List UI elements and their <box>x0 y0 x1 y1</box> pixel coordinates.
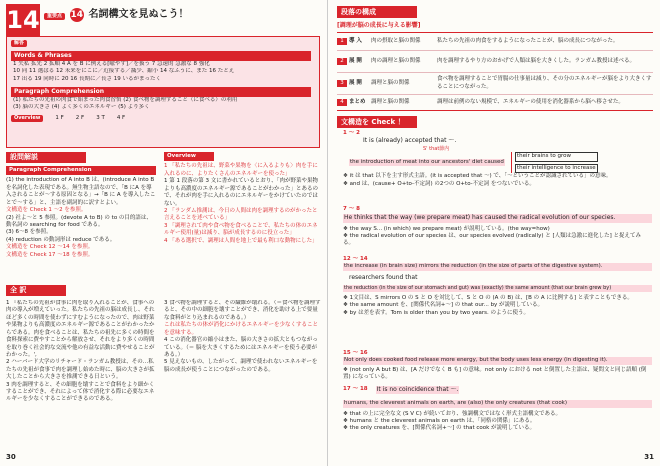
sentence-line: It is no coincidence that ～. <box>376 386 459 393</box>
translation-title: 全 訳 <box>6 285 66 296</box>
ov-item: 4 「ある選択で、調理は人間を地上で最も利口な動物にした」 <box>164 237 318 244</box>
header-small-label: 重要点 <box>44 13 65 20</box>
sentence-range: 7 ～ 8 <box>343 206 360 212</box>
sentence-block-4 <box>343 350 652 382</box>
row-label: 展 開 <box>349 57 362 64</box>
check-title-text: 文構造を Check <box>341 118 396 126</box>
pc-item: 文構造を Check 12 ～14 を参照。 <box>6 244 94 251</box>
sentence-note: ❖ it は that 以下を主す形式主語。(it is accepted that ～) で、「～ということが認識されている」の意味。 <box>343 173 612 180</box>
unit-number-badge: 14 <box>6 6 40 34</box>
pc-item: (2) 社よ～と 5 参照。(devote A to B) の to の目的語は、動名詞の searching for food である。 <box>6 214 152 228</box>
caused-object-1: their brains to grow <box>515 152 598 161</box>
sentence-block-5 <box>343 386 652 450</box>
row-num: 3 <box>337 80 347 87</box>
paragraph-title: Paragraph Comprehension <box>11 87 311 97</box>
row-text: 調理は前例のない規模で、エネルギーの使用を消化器系から脳へ移させた。 <box>437 98 624 105</box>
pc-item: 文構造を Check 17 ～18 を参照。 <box>6 251 94 258</box>
answer-tag: 解答 <box>11 40 27 47</box>
ov-item: 3 「調理されて肉や食べ物を食べることで、私たちの体のエネルギー使用(量)は減り、脳が成長するのに役立った」 <box>164 222 318 237</box>
translation-paragraph: 1 『私たちの先祖が食事に肉を取り入れることが、食事への肉の導入が増えていった。私たちの先祖の脳は成長し、それほど多くの時間を使わずにすむようになったので、肉は野菜や果物よりも高濃度のエネルギー源であることがわかったからである。肉を食べることは、私たちの祖先に多くの時間を食料探索に費やすことから解放させ、それをより多くの時間を取り巻く社会的な交流や他の有益な活動に費やせることがわかった。', <box>6 300 155 358</box>
words-row: 1 失私 拡先 2 拡順 4 A を B に例える[喩やす]／を扱う 7 急速的 急激な 8 強化 <box>13 61 210 67</box>
row-label: 導 入 <box>349 37 362 44</box>
words-title: Words & Phrases <box>11 51 311 61</box>
row-num: 1 <box>337 38 347 45</box>
words-list <box>13 61 313 83</box>
page-number-left: 30 <box>6 452 16 461</box>
translation-paragraph: 2 ハーバード大学のリチャード・ランガム教授は、その…私たちの先祖が食事で肉を調理し始めた時に、脳の大きさが拡大したことから大きさを推測できる日という。 <box>6 359 155 381</box>
sentence-line: the increase (in brain size) mirrors the reduction (in the size of parts of the digestive system). <box>343 263 652 270</box>
overview-item: 1 F <box>55 115 64 121</box>
page-number-right: 31 <box>644 452 654 461</box>
translation-paragraph: 3 肉を調理すると、その細胞を壊すことで食料をより細かくすることができ、それによって体で消化する際に必要なエネルギーを少なくすることができるのである。 <box>6 381 155 403</box>
pc-title: Paragraph Comprehension <box>6 166 156 175</box>
translation-paragraph: 4 この消化器官の縮小はまた、脳の大きさの拡大ともつながっている。（＝ 脳を大きくするためにはエネルギーを使う必要がある。） <box>164 337 318 358</box>
sentence-note: ❖ 1文目は、S mirrors O の S と O を対比して、S と O の (A の B) は、[B の A に比例する] と表すこともできる。 <box>343 294 633 301</box>
sentence-mark: S' that節内 <box>423 145 450 152</box>
sentence-note: ❖ by は差を表す。Tom is older than you by two years. のように使う。 <box>343 309 530 316</box>
pc-column <box>6 166 156 259</box>
sentence-note: ❖ the only creatures を、[関係代名詞+～] の that cook が説明している。 <box>343 425 536 432</box>
ov-item: 2 「ランダム推測は、今日の人間は肉を調理するのがかったと言えることを述べている」 <box>164 207 318 222</box>
sentence-line: He thinks that the way (we prepare meat) has caused the radical evolution of our species. <box>343 214 652 222</box>
check-title <box>337 116 417 128</box>
translation-paragraph: 3 食べ物を調理すると、その繊維が壊れる。（＝食べ物を調理すると、その中の細胞を壊すことができ、消化を助ける上で要量な食料がとり込まれるのである。） <box>164 300 321 321</box>
structure-row <box>337 51 653 73</box>
sentence-line: humans, the cleverest animals on earth, are (also) the only creatures (that cook) <box>343 400 652 407</box>
sentence-line: researchers found that <box>349 273 418 281</box>
left-page <box>0 0 328 466</box>
overview-item: 2 F <box>75 115 85 121</box>
sentence-note: ❖ humans と the cleverest animals on earth は、「同格の関係」にある。 <box>343 417 536 424</box>
sentence-line: the reduction (in the size of our stomach and gut) was (exactly) the same amount (that our brain grew by) <box>343 285 652 292</box>
structure-row <box>337 33 653 51</box>
right-page <box>331 0 660 466</box>
overview-label: Overview <box>11 115 43 122</box>
sentence-note: ❖ the same amount を、[関係代名詞+～] の that our... by が説明している。 <box>343 302 544 309</box>
sentence-line: Not only does cooked food release more energy, but the body uses less energy (in digesting it). <box>343 357 652 364</box>
ov-item: 1 「私たちの先祖は、野菜や果物を〈に入るよりも〉肉を手に入れるのに、よりたくさんのエネルギーを使った」 <box>164 163 318 177</box>
sentence-block-1 <box>343 130 652 188</box>
caused-object-2: their intelligence to increase <box>515 164 598 173</box>
structure-title: 段落の構成 <box>337 6 417 18</box>
overview-answers <box>11 115 125 122</box>
answer-box <box>6 36 320 148</box>
sentence-block-2 <box>343 206 652 252</box>
translation-paragraph: これは私たちの体が消化にかけるエネルギーを少なくすることを意味する。 <box>164 322 319 336</box>
sentence-note: ❖ that の上に完全な文 (S V C) が続いており、強調構文ではなく形式主語構文である。 <box>343 410 561 417</box>
structure-subtitle: [調理が脳の成長に与える影響] <box>337 22 421 29</box>
ov-title: Overview <box>164 152 214 161</box>
row-num: 4 <box>337 99 347 106</box>
sentence-note: ❖ (not only A but B) は、[A だけでなく B も] の意味。not only における not と倒置した主語は、疑問文と同じ語順 (倒置) になっている。 <box>343 366 647 381</box>
pc-item: (1) the introduction of A into B は、(introduce A into B を名詞化した表現である。無生物主語なので、「B にA を導入されることが～する原因となる」→「B に A を導入したことで～する」と、主語を副詞的に訳すとよい。 <box>6 177 156 206</box>
sentence-range: 12 ～ 14 <box>343 256 368 262</box>
sentence-range: 17 ～ 18 <box>343 386 368 393</box>
structure-table <box>337 32 653 112</box>
row-relation: 肉の摂取と脳の関係 <box>371 37 421 44</box>
commentary-title: 設問解説 <box>6 152 86 163</box>
sentence-block-3 <box>343 256 652 346</box>
translation-paragraph: 5 見えないもの、したがって、調理で使われないエネルギーを脳の成長が使うことにつながったのである。 <box>164 359 318 373</box>
header-title: 名詞構文を見ぬこう！ <box>88 9 189 20</box>
sentence-range: 15 ～ 16 <box>343 350 368 356</box>
pc-item: 文構造を Check 1 ～2 を参照。 <box>6 207 87 214</box>
paragraph-row: (3) 脳の大きさ (4) よく多くのエネルギー (5) より多く <box>13 104 150 111</box>
sentence-note: ❖ the way S... (in which) we prepare meat) が説明している。(the way=how) <box>343 225 550 232</box>
sentence-line: It is (already) accepted that ～. <box>363 137 457 145</box>
structure-row <box>337 95 653 111</box>
sentence-note: ❖ the radical evolution of our species は、our species evolved (radically) と [人類は急激に進化した] と捉えてみる。 <box>343 232 642 247</box>
row-relation: 肉の調理と脳の関係 <box>371 57 421 64</box>
pc-item: (3) 6～8 を参照。 <box>6 229 52 236</box>
check-tag: ！ <box>397 118 405 126</box>
translation-left-column <box>6 300 156 448</box>
row-num: 2 <box>337 58 347 65</box>
row-label: 展 開 <box>349 79 362 86</box>
row-relation: 調理と脳の関係 <box>371 79 410 86</box>
words-row: 17 出る 19 同時に 20 16 長期に／長さ 19 いるがまったく <box>13 75 161 82</box>
row-text: 食べ物を調理することで胃腸の仕事量は減り、その分のエネルギーが脳をより大きくすることにつながった。 <box>437 76 652 90</box>
unit-header <box>44 8 189 22</box>
paragraph-list <box>13 97 313 112</box>
translation-right-column <box>164 300 322 448</box>
pc-item: (4) reduction の動詞形は reduce である。 <box>6 236 116 243</box>
row-text: 肉を調理するやり方のおかげで人類は脳を大きくした。ランガム教授は述べる。 <box>437 57 636 64</box>
row-text: 私たちの先祖の肉食をするようになったことが、脳の成長につながった。 <box>437 37 619 44</box>
overview-item: 4 F <box>116 115 126 121</box>
ov-item: 1 第 1 段落の第 3 文に書かれているとおり、「肉が野菜や果物よりも高濃度のエネルギー源であることがわかった」とあるので、それが肉を手に入れるのにエネルギーをかけていたのではない。 <box>164 178 319 207</box>
sentence-range: 1 ～ 2 <box>343 130 360 136</box>
words-row: 10 同 11 選ばる 12 未来をにこに／近接する／滅少、縮小 14 なふうに、また 16 たとえ <box>13 68 235 75</box>
ov-column <box>164 152 322 245</box>
header-num-circle: 14 <box>70 10 84 20</box>
structure-row <box>337 73 653 95</box>
sentence-subject: the introduction of meat into our ancestors' diet caused <box>350 158 504 165</box>
row-relation: 調理と脳の関係 <box>371 98 410 105</box>
row-label: まとめ <box>349 98 366 105</box>
overview-item: 3 T <box>96 115 105 121</box>
sentence-note: ❖ and は、(cause+ O+to-不定詞) の2つの O+to-不定詞 をつないでいる。 <box>343 180 535 187</box>
paragraph-row: (1) 私たちの先祖の肉食で始まった肉食習慣 (2) 食べ物を調理すること（に食べる）の利用 <box>13 97 238 103</box>
